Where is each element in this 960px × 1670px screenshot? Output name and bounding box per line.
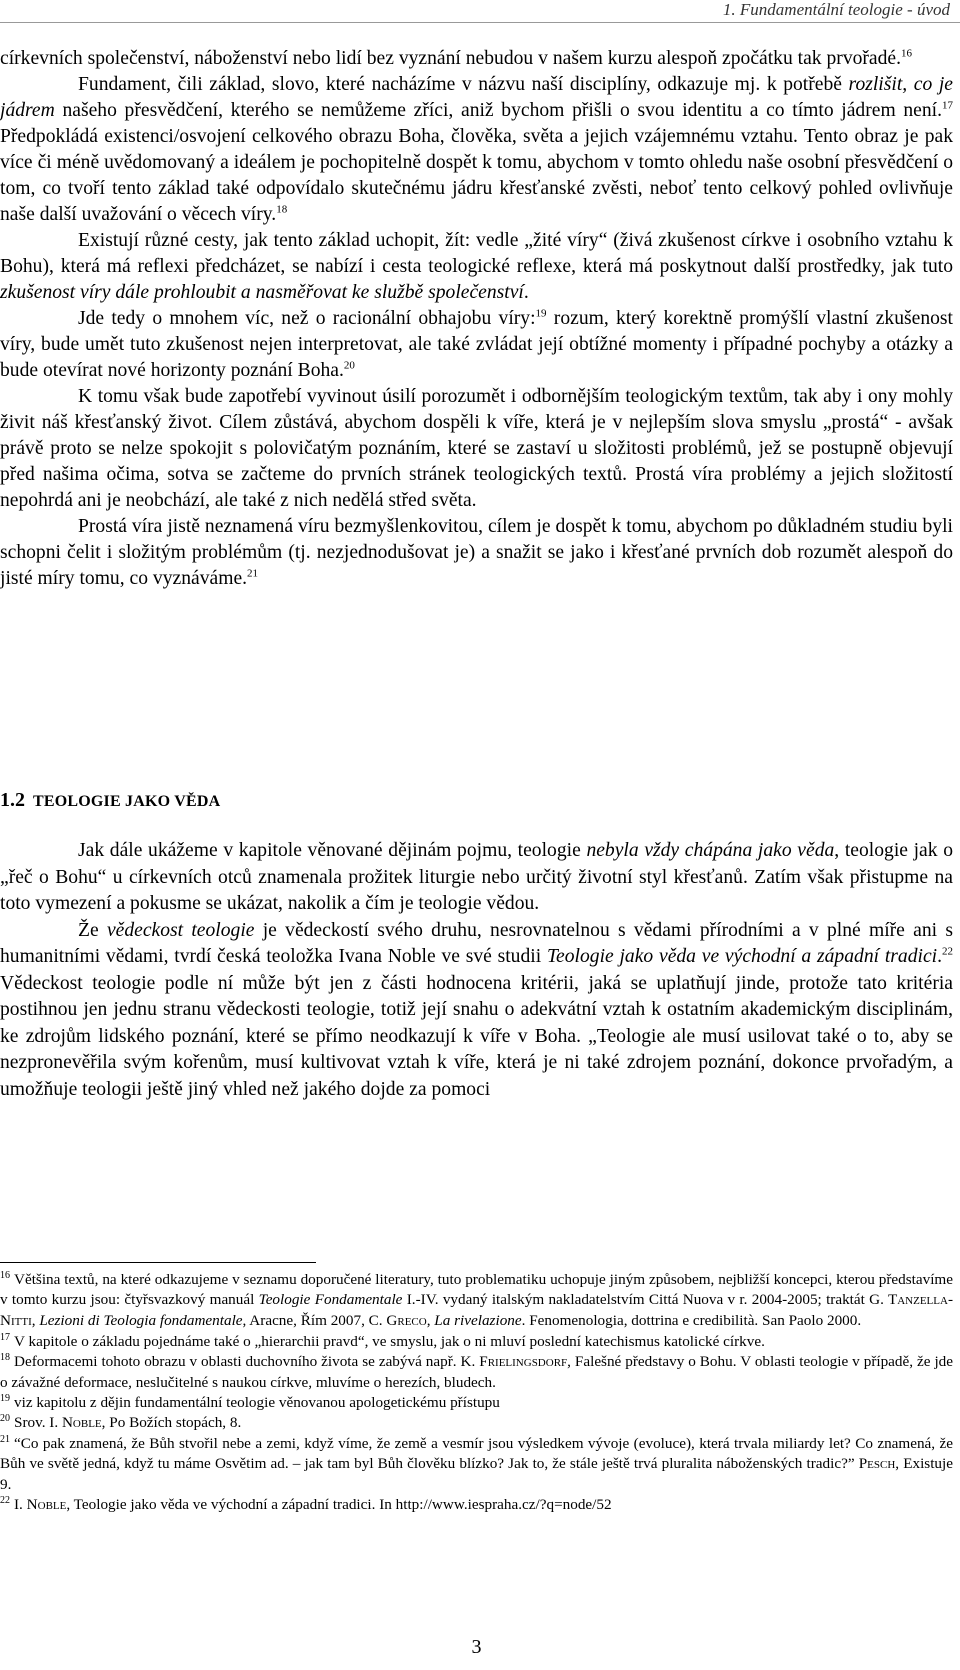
paragraph-4-text: Jde tedy o mnohem víc, než o racionální obhajobu víry: xyxy=(78,308,536,329)
paragraph-1 xyxy=(0,46,953,72)
section-paragraph-2-text-d: Vědeckost teologie podle ní může být jen z části hodnocena kritérii, jaká se uplatňují jinde, protože tato kritéria postihnou jen jednu stranu vědeckosti teologie, totiž její snahu o adekvátní vztah k ostatním akademickým disciplinám, ke zdrojům lidského poznání, které se přímo neodkazují k víře v Boha. „Teologie ale musí usilovat také o to, aby se nezpronevěřila svým kořenům, musí kultivovat vztah k víře, která je ni také zdrojem poznání, dokonce prvořadým, a umožňuje teologii ještě jiný vhled než jakého dojde za pomoci xyxy=(0,972,953,1100)
footnote-text: -N xyxy=(0,1291,954,1329)
section-paragraph-2-text-b: je vědeckostí svého druhu, nesrovnatelnou s vědami přírodními a v plné míře ani s humanitními vědami, tvrdí česká teoložka Ivana Noble ve své studii xyxy=(0,919,953,967)
footnote-text: I. N xyxy=(14,1496,38,1513)
footnote-text: Většina textů, na které odkazujeme v seznamu doporučené literatury, tuto problematiku uchopuje jiným způsobem, nejbližší koncepci, kterou představíme v tomto kurzu jsou: čtyřsvazkový manuál xyxy=(0,1271,953,1308)
footnote-text: Deformacemi tohoto obrazu v oblasti duchovního života se zabývá např. K. F xyxy=(14,1353,488,1370)
paragraph-4 xyxy=(0,306,953,384)
footnote-mark: 19 xyxy=(0,1392,10,1404)
footnote-text: “Co pak znamená, že Bůh stvořil nebe a zemi, když víme, že země a vesmír jsou výsledkem vývoje (evoluce), která trvala miliardy let? Co znamená, že Bůh ve světě jedná, když tu máme Osvětim ad. – jak tam byl Bůh člověku blízko? Jak to, že stále ještě trvá pluralita náboženských tradic?” P xyxy=(0,1435,953,1472)
footnote-mark: 17 xyxy=(0,1331,10,1343)
footnote-smallcaps: ESCH xyxy=(867,1459,896,1471)
footnote-ref-20[interactable]: 20 xyxy=(343,359,355,372)
section-paragraph-2-text: Že xyxy=(78,919,107,941)
section-paragraph-2-emphasis: vědeckost teologie xyxy=(106,919,255,941)
footnote-ref-21[interactable]: 21 xyxy=(247,567,259,580)
section-paragraph-1-emphasis: nebyla vždy chápána jako věda xyxy=(586,840,835,861)
paragraph-5-text: K tomu však bude zapotřebí vyvinout úsilí porozumět i odbornějším teologickým textům, tak aby i ony mohly živit náš křesťanský život. Cílem zůstává, abychom dospěli k víře, která je v nejlepším slova smyslu „prostá“ - avšak právě proto se nelze spokojit s polovičatým poznáním, které se zastaví u složitosti problémů, jež se postupně objevují před našima očima, sotva se začteme do prvních stránek teologických textů. Prostá víra problémy a jejich složitostí nepohrdá ani je neobchází, ale také z nich nedělá střed světa. xyxy=(0,386,953,511)
footnote-21 xyxy=(0,1434,953,1495)
footnote-ref-18[interactable]: 18 xyxy=(276,203,288,216)
footnote-text: , xyxy=(31,1312,40,1329)
paragraph-3-emphasis: zkušenost víry dále prohloubit a nasměřovat ke službě společenství xyxy=(0,282,524,303)
footnote-link-text[interactable]: , Teologie jako věda ve východní a západní tradici. In http://www.iespraha.cz/?q=node/52 xyxy=(66,1496,612,1513)
footnote-emphasis: Teologie Fondamentale xyxy=(258,1291,403,1308)
section-paragraph-1 xyxy=(0,838,953,918)
running-header: 1. Fundamentální teologie - úvod xyxy=(722,0,950,19)
section-heading xyxy=(0,789,220,812)
footnote-text: , xyxy=(426,1312,435,1329)
footnote-smallcaps: ANZELLA xyxy=(897,1295,948,1307)
footnote-ref-22[interactable]: 22 xyxy=(942,945,953,958)
header-rule xyxy=(0,22,960,23)
footnote-18 xyxy=(0,1352,953,1393)
footnote-mark: 20 xyxy=(0,1412,10,1424)
footnote-mark: 22 xyxy=(0,1494,10,1506)
footnote-text: , Aracne, Řím 2007, C. G xyxy=(242,1312,398,1329)
footnote-16 xyxy=(0,1270,953,1332)
footnote-ref-19[interactable]: 19 xyxy=(535,307,547,320)
section-paragraph-1-text-b: , teologie jak o „řeč o Bohu“ u církevních otců znamenala prožitek liturgie nebo určitý životní styl křesťanů. Zatím však přistupme na toto vymezení a pokusme se ukázat, nakolik a čím je teologie vědou. xyxy=(0,840,953,914)
footnote-text: V kapitole o základu pojednáme také o „hierarchii pravd“, ve smyslu, jak o ni mluví poslední katechismus katolické církve. xyxy=(14,1333,765,1350)
footnote-smallcaps: OBLE xyxy=(72,1418,102,1430)
paragraph-2 xyxy=(0,72,953,228)
footnote-emphasis: La rivelazione xyxy=(434,1312,522,1329)
paragraph-6 xyxy=(0,514,953,592)
paragraph-2-text-b: našeho přesvědčení, kterého se nemůžeme zříci, aniž bychom přišli o svou identitu a co tímto jádrem není. xyxy=(54,100,942,121)
footnotes xyxy=(0,1270,953,1516)
page-number: 3 xyxy=(471,1636,482,1658)
section-title: TEOLOGIE JAKO VĚDA xyxy=(33,793,221,810)
section-paragraph-2-emphasis-b: Teologie jako věda ve východní a západní tradici xyxy=(546,946,938,967)
paragraph-2-text-c: Předpokládá existenci/osvojení celkového obrazu Boha, člověka, světa a jejich vzájemnému vztahu. Tento obraz je pak více či méně uvědomovaný a ideálem je pochopitelně dospět k tomu, abychom v tomto ohledu naše osobní přesvědčení o tom, co tvoří tento základ také odpovídalo skutečnému jádru křesťanské zvěsti, neboť tento celkový pohled ovlivňuje naše další uvažování o věcech víry. xyxy=(0,126,953,225)
footnote-smallcaps: RECO xyxy=(397,1316,427,1328)
footnote-mark: 18 xyxy=(0,1351,10,1363)
footnote-17 xyxy=(0,1332,953,1352)
footnote-smallcaps: RIELINGSDORF xyxy=(487,1357,568,1369)
footnote-text: Srov. I. N xyxy=(14,1414,73,1431)
paragraph-2-text: Fundament, čili základ, slovo, které nacházíme v názvu naší disciplíny, odkazuje mj. k potřebě xyxy=(78,74,849,95)
footnote-text: , Existuje 9. xyxy=(0,1455,953,1493)
section-text xyxy=(0,838,953,1103)
body-text xyxy=(0,46,953,592)
footnote-mark: 16 xyxy=(0,1269,10,1281)
footnote-22 xyxy=(0,1495,953,1516)
section-paragraph-1-text: Jak dále ukážeme v kapitole věnované dějinám pojmu, teologie xyxy=(78,840,587,861)
paragraph-4-text-b: rozum, který korektně promýšlí vlastní zkušenost víry, bude umět tuto zkušenost nejen interpretovat, ale také zvládat její obtížné momenty i případné pochyby a otázky a bude otevírat nové horizonty poznání Boha. xyxy=(0,308,953,381)
paragraph-5 xyxy=(0,384,953,514)
paragraph-2-emphasis: rozlišit, co je jádrem xyxy=(0,74,953,121)
paragraph-3-text-b: . xyxy=(523,282,529,303)
section-paragraph-2 xyxy=(0,918,953,1104)
footnote-emphasis: Lezioni di Teologia fondamentale xyxy=(39,1312,243,1329)
footnote-text: , Po Božích stopách, 8. xyxy=(101,1414,242,1431)
section-paragraph-2-text-c: . xyxy=(937,946,942,967)
footnote-text: viz kapitolu z dějin fundamentální teologie věnovanou apologetickému přístupu xyxy=(14,1394,500,1411)
footnote-text: . Fenomenologia, dottrina e credibilità. San Paolo 2000. xyxy=(521,1312,862,1329)
paragraph-6-text: Prostá víra jistě neznamená víru bezmyšlenkovitou, cílem je dospět k tomu, abychom po důkladném studiu byli schopni čelit i složitým problémům (tj. nezjednodušovat je) a snažit se jako i křesťané prvních dob rozumět alespoň do jisté míry tomu, co vyznáváme. xyxy=(0,516,953,589)
footnote-smallcaps: ITTI xyxy=(10,1316,32,1328)
paragraph-3-text: Existují různé cesty, jak tento základ uchopit, žít: vedle „žité víry“ (živá zkušenost církve i osobního vztahu k Bohu), která má reflexi předcházet, se nabízí i cesta teologické reflexe, která má poskytnout další prostředky, jak tuto xyxy=(0,230,953,277)
paragraph-3 xyxy=(0,228,953,306)
footnote-smallcaps: OBLE xyxy=(37,1500,67,1512)
footnote-ref-16[interactable]: 16 xyxy=(901,47,913,60)
footnote-20 xyxy=(0,1413,953,1434)
footnote-text: I.-IV. vydaný italským nakladatelstvím Cittá Nuova v r. 2004-2005; traktát G. T xyxy=(402,1291,898,1308)
footnote-19 xyxy=(0,1393,953,1413)
footnote-rule xyxy=(0,1262,316,1263)
footnote-mark: 21 xyxy=(0,1433,10,1445)
footnote-ref-17[interactable]: 17 xyxy=(942,99,953,112)
section-number: 1.2 xyxy=(0,789,25,811)
footnote-text: , Falešné představy o Bohu. V oblasti teologie v případě, že jde o závažné deformace, neslučitelné s naukou církve, mluvíme o herezích, bludech. xyxy=(0,1353,954,1391)
paragraph-1-text: církevních společenství, náboženství nebo lidí bez vyznání nebudou v našem kurzu alespoň zpočátku tak prvořadé. xyxy=(0,48,902,69)
